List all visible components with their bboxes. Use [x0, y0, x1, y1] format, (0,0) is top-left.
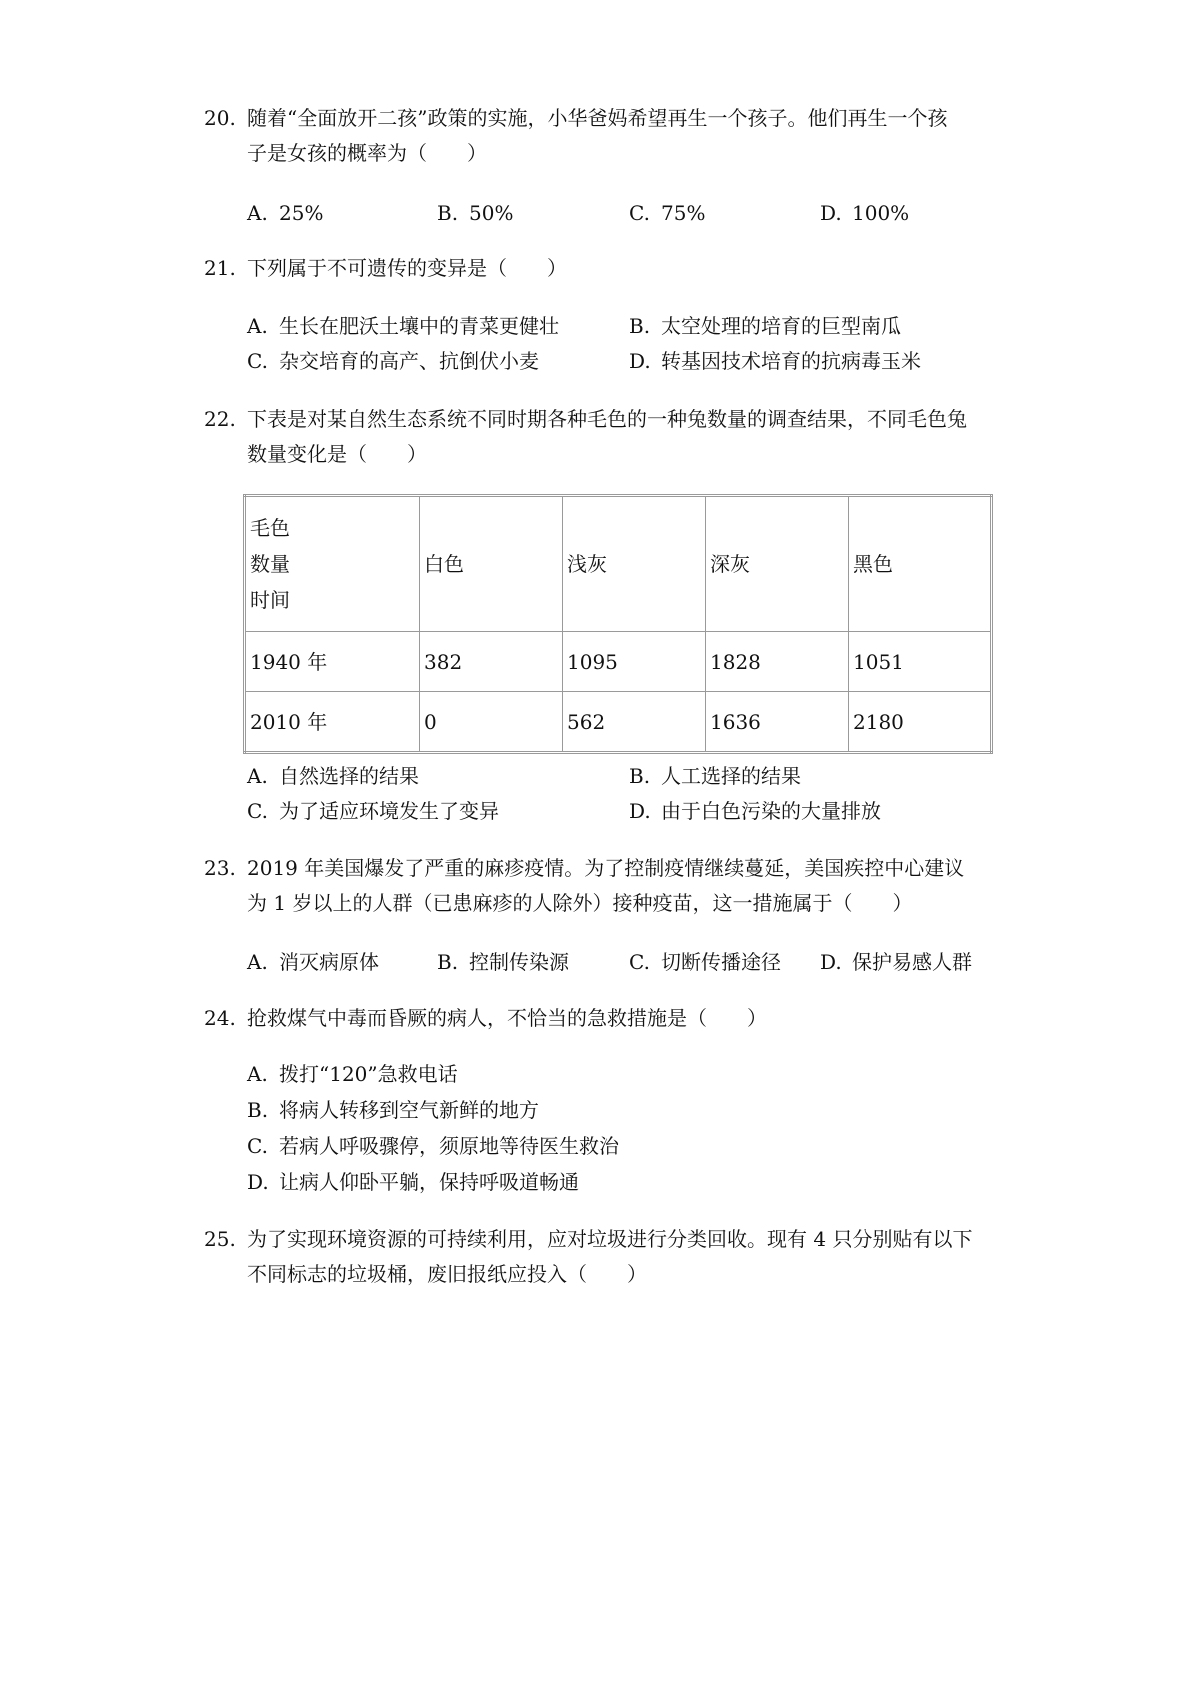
question-25-stem-line-2: 不同标志的垃圾桶，废旧报纸应投入（ ）	[247, 1262, 647, 1286]
option-label: C.	[247, 349, 268, 373]
table-row	[245, 632, 992, 692]
option-text: 人工选择的结果	[661, 764, 801, 788]
option-text: 25%	[279, 201, 324, 225]
rabbit-color-table	[243, 494, 993, 754]
question-20-option-c[interactable]	[629, 203, 705, 223]
question-22-stem-line-1: 下表是对某自然生态系统不同时期各种毛色的一种兔数量的调查结果，不同毛色兔	[247, 407, 967, 431]
option-text: 由于白色污染的大量排放	[661, 799, 881, 823]
question-24-option-d[interactable]	[247, 1172, 579, 1192]
table-cell: 562	[563, 692, 706, 753]
table-cell: 382	[420, 632, 563, 692]
corner-label-count: 数量	[250, 552, 290, 576]
table-header-row	[245, 496, 992, 632]
option-label: C.	[629, 950, 650, 974]
option-text: 为了适应环境发生了变异	[279, 799, 499, 823]
option-label: C.	[247, 799, 268, 823]
option-text: 若病人呼吸骤停，须原地等待医生救治	[279, 1134, 619, 1158]
question-22-option-b[interactable]	[629, 766, 801, 786]
question-23-option-d[interactable]	[820, 952, 972, 972]
option-label: D.	[629, 799, 651, 823]
question-23-stem-line-1: 2019 年美国爆发了严重的麻疹疫情。为了控制疫情继续蔓延，美国疾控中心建议	[247, 856, 965, 880]
option-text: 太空处理的培育的巨型南瓜	[661, 314, 901, 338]
question-24-stem-line-1: 抢救煤气中毒而昏厥的病人，不恰当的急救措施是（ ）	[247, 1006, 767, 1030]
question-21-number: 21.	[204, 256, 236, 280]
question-21-stem-line-1: 下列属于不可遗传的变异是（ ）	[247, 256, 567, 280]
question-24-option-c[interactable]	[247, 1136, 619, 1156]
option-label: D.	[629, 349, 651, 373]
column-header-dark-gray: 深灰	[706, 496, 849, 632]
question-24-option-a[interactable]	[247, 1064, 458, 1084]
question-21-option-b[interactable]	[629, 316, 901, 336]
option-label: C.	[247, 1134, 268, 1158]
table-cell: 1636	[706, 692, 849, 753]
option-text: 拨打“120”急救电话	[279, 1062, 458, 1086]
option-text: 生长在肥沃土壤中的青菜更健壮	[279, 314, 559, 338]
question-20-stem-line-1: 随着“全面放开二孩”政策的实施，小华爸妈希望再生一个孩子。他们再生一个孩	[247, 106, 948, 130]
table-cell: 1095	[563, 632, 706, 692]
option-text: 将病人转移到空气新鲜的地方	[279, 1098, 539, 1122]
question-22-number: 22.	[204, 407, 236, 431]
option-label: B.	[247, 1098, 269, 1122]
question-22-option-a[interactable]	[247, 766, 419, 786]
option-text: 转基因技术培育的抗病毒玉米	[661, 349, 921, 373]
table-cell: 1828	[706, 632, 849, 692]
option-text: 让病人仰卧平躺，保持呼吸道畅通	[279, 1170, 579, 1194]
table-cell: 1051	[849, 632, 992, 692]
option-label: A.	[247, 764, 268, 788]
question-23-option-b[interactable]	[437, 952, 569, 972]
option-text: 控制传染源	[469, 950, 569, 974]
row-label-year: 2010 年	[245, 692, 420, 753]
option-label: C.	[629, 201, 650, 225]
question-21-option-d[interactable]	[629, 351, 921, 371]
option-label: B.	[437, 201, 459, 225]
question-23-number: 23.	[204, 856, 236, 880]
question-22-stem-line-2: 数量变化是（ ）	[247, 442, 427, 466]
column-header-white: 白色	[420, 496, 563, 632]
table-corner-header	[245, 496, 420, 632]
question-24-option-b[interactable]	[247, 1100, 539, 1120]
option-text: 自然选择的结果	[279, 764, 419, 788]
question-23-stem-line-2: 为 1 岁以上的人群（已患麻疹的人除外）接种疫苗，这一措施属于（ ）	[247, 891, 913, 915]
question-22-option-c[interactable]	[247, 801, 499, 821]
question-25-stem-line-1: 为了实现环境资源的可持续利用，应对垃圾进行分类回收。现有 4 只分别贴有以下	[247, 1227, 973, 1251]
option-label: B.	[629, 764, 651, 788]
option-text: 100%	[852, 201, 910, 225]
question-20-option-b[interactable]	[437, 203, 513, 223]
table-cell: 2180	[849, 692, 992, 753]
question-20-option-d[interactable]	[820, 203, 909, 223]
option-label: D.	[820, 201, 842, 225]
option-text: 75%	[661, 201, 706, 225]
question-21-option-c[interactable]	[247, 351, 539, 371]
question-22-option-d[interactable]	[629, 801, 881, 821]
question-23-option-c[interactable]	[629, 952, 781, 972]
question-20-option-a[interactable]	[247, 203, 323, 223]
question-21-option-a[interactable]	[247, 316, 559, 336]
option-label: A.	[247, 950, 268, 974]
option-label: A.	[247, 201, 268, 225]
question-25-number: 25.	[204, 1227, 236, 1251]
option-label: A.	[247, 314, 268, 338]
row-label-year: 1940 年	[245, 632, 420, 692]
question-20-stem-line-2: 子是女孩的概率为（ ）	[247, 141, 487, 165]
option-label: D.	[247, 1170, 269, 1194]
question-23-option-a[interactable]	[247, 952, 379, 972]
option-label: D.	[820, 950, 842, 974]
column-header-black: 黑色	[849, 496, 992, 632]
question-20-number: 20.	[204, 106, 236, 130]
option-text: 50%	[469, 201, 514, 225]
corner-label-time: 时间	[250, 588, 290, 612]
table-cell: 0	[420, 692, 563, 753]
option-text: 切断传播途径	[661, 950, 781, 974]
option-label: B.	[437, 950, 459, 974]
question-24-number: 24.	[204, 1006, 236, 1030]
table-row	[245, 692, 992, 753]
option-label: A.	[247, 1062, 268, 1086]
option-label: B.	[629, 314, 651, 338]
corner-label-color: 毛色	[250, 516, 290, 540]
option-text: 消灭病原体	[279, 950, 379, 974]
option-text: 保护易感人群	[852, 950, 972, 974]
column-header-light-gray: 浅灰	[563, 496, 706, 632]
option-text: 杂交培育的高产、抗倒伏小麦	[279, 349, 539, 373]
